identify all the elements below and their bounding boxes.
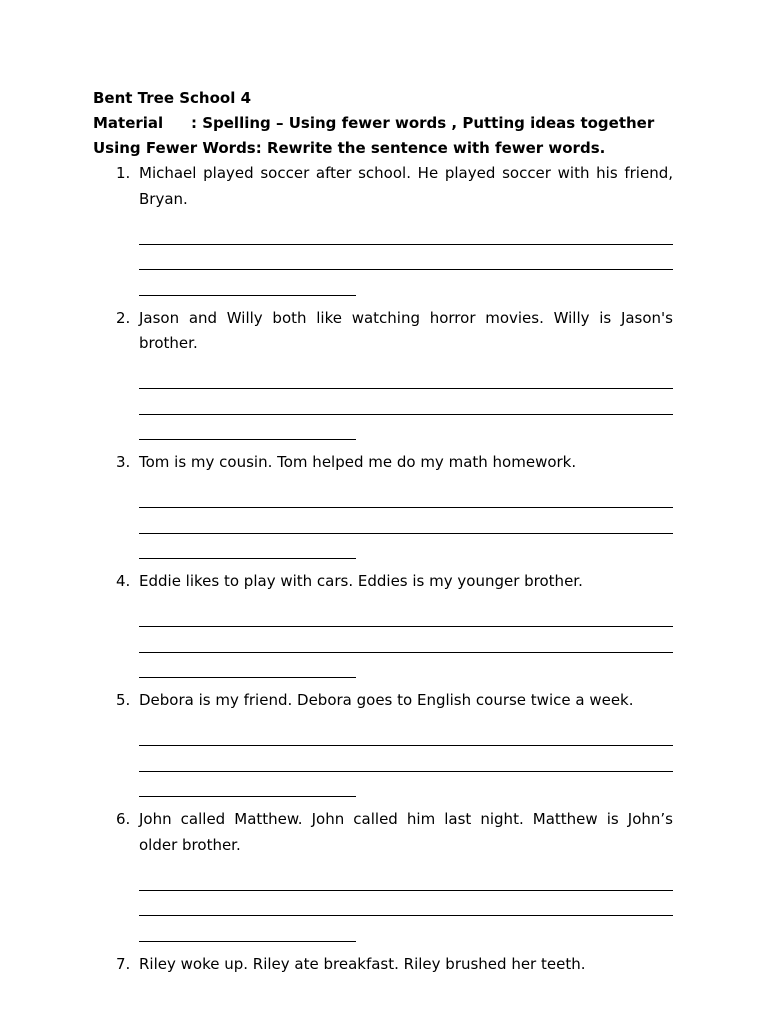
answer-line[interactable] xyxy=(139,389,673,415)
answer-area[interactable] xyxy=(139,714,673,808)
answer-area[interactable] xyxy=(139,476,673,570)
question-6 xyxy=(93,807,673,952)
question-text: Michael played soccer after school. He played soccer with his friend, Bryan. xyxy=(139,164,673,208)
answer-line[interactable] xyxy=(139,772,356,798)
answer-line[interactable] xyxy=(139,891,673,917)
question-list xyxy=(93,161,673,977)
answer-line[interactable] xyxy=(139,746,673,772)
answer-line[interactable] xyxy=(139,653,356,679)
answer-line[interactable] xyxy=(139,245,673,271)
answer-line[interactable] xyxy=(139,534,356,560)
instruction: Using Fewer Words: Rewrite the sentence with fewer words. xyxy=(93,139,606,157)
answer-area[interactable] xyxy=(139,595,673,689)
question-number: 3. xyxy=(116,453,131,471)
question-4 xyxy=(93,569,673,688)
question-number: 6. xyxy=(116,810,131,828)
question-text: Riley woke up. Riley ate breakfast. Riley brushed her teeth. xyxy=(139,954,586,973)
question-text: Eddie likes to play with cars. Eddies is my younger brother. xyxy=(139,572,583,590)
material-value: : Spelling – Using fewer words , Putting ideas together xyxy=(191,114,655,132)
question-number: 5. xyxy=(116,691,131,709)
answer-line[interactable] xyxy=(139,483,673,509)
answer-area[interactable] xyxy=(139,858,673,952)
question-text: Tom is my cousin. Tom helped me do my math homework. xyxy=(139,453,577,471)
question-text: Jason and Willy both like watching horror movies. Willy is Jason's brother. xyxy=(139,308,673,352)
question-number: 4. xyxy=(116,572,131,590)
answer-area[interactable] xyxy=(139,212,673,306)
question-7 xyxy=(93,952,673,978)
question-number: 7. xyxy=(116,954,131,973)
question-text: Debora is my friend. Debora goes to English course twice a week. xyxy=(139,691,634,709)
answer-line[interactable] xyxy=(139,627,673,653)
question-text: John called Matthew. John called him last night. Matthew is John’s older brother. xyxy=(139,810,673,854)
answer-line[interactable] xyxy=(139,219,673,245)
answer-line[interactable] xyxy=(139,916,356,942)
answer-line[interactable] xyxy=(139,721,673,747)
answer-line[interactable] xyxy=(139,270,356,296)
question-number: 1. xyxy=(116,164,131,182)
question-3 xyxy=(93,450,673,569)
worksheet-page xyxy=(93,86,673,977)
answer-line[interactable] xyxy=(139,415,356,441)
material-label: Material xyxy=(93,114,164,132)
answer-area[interactable] xyxy=(139,357,673,451)
answer-line[interactable] xyxy=(139,508,673,534)
answer-line[interactable] xyxy=(139,602,673,628)
question-number: 2. xyxy=(116,308,131,327)
answer-line[interactable] xyxy=(139,865,673,891)
question-5 xyxy=(93,688,673,807)
question-2 xyxy=(93,306,673,451)
answer-line[interactable] xyxy=(139,364,673,390)
material-line xyxy=(93,111,673,136)
school-name: Bent Tree School 4 xyxy=(93,89,252,107)
question-1 xyxy=(93,161,673,306)
